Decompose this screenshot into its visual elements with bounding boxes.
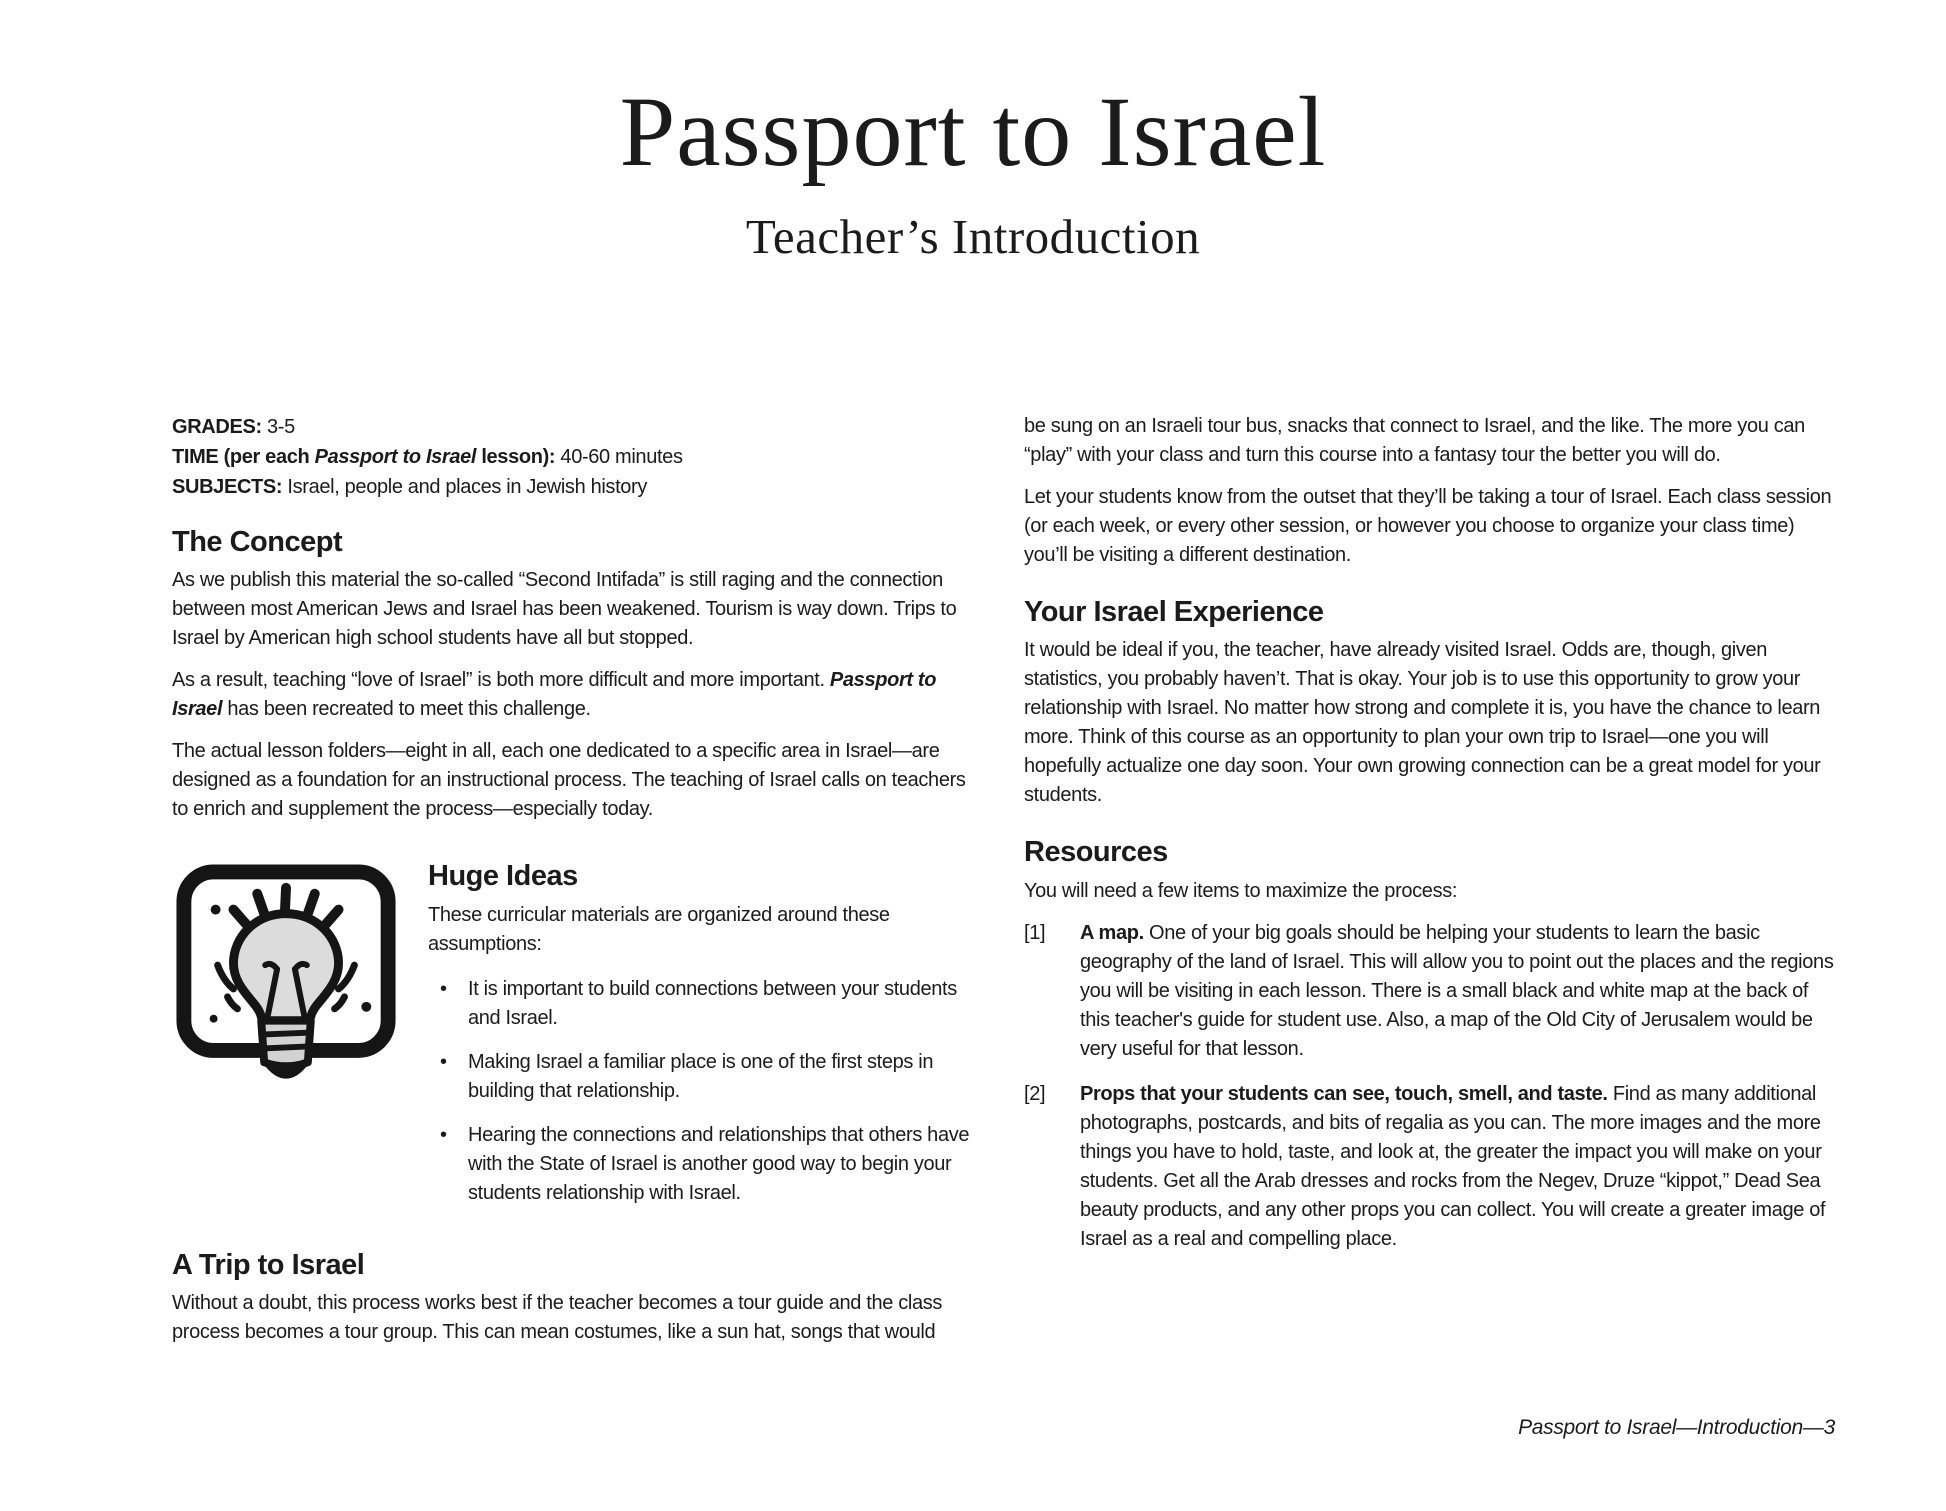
huge-ideas-bullet: • Hearing the connections and relationships that others have with the State of Israel is another good way to begin your students relationship with Israel. — [428, 1121, 986, 1208]
experience-heading: Your Israel Experience — [1024, 595, 1324, 628]
experience-paragraph: It would be ideal if you, the teacher, have already visited Israel. Odds are, though, given statistics, you probably haven’t. That is okay. Your job is to use this opportunity to grow your relationship with Israel. No matter how strong and complete it is, you have the chance to learn more. Think of this course as an opportunity to plan your own trip to Israel—one you will hopefully actualize one day soon. Your own growing connection can be a great model for your students. — [1024, 639, 1821, 807]
meta-time-label: TIME (per each — [172, 445, 315, 468]
concept-paragraph-2-text-end: has been recreated to meet this challenge. — [222, 698, 591, 721]
meta-block — [172, 412, 986, 502]
concept-paragraph-2 — [172, 666, 986, 724]
resource-item-lead: A map. — [1080, 921, 1144, 944]
huge-ideas-bullet: • Making Israel a familiar place is one of the first steps in building that relationship. — [428, 1048, 986, 1106]
huge-ideas-section — [172, 858, 986, 1222]
resources-intro: You will need a few items to maximize the process: — [1024, 879, 1458, 902]
resource-item-text: One of your big goals should be helping your students to learn the basic geography of the land of Israel. This will allow you to point out the places and the regions you will be visiting in each lesson. There is a small black and white map at the back of this teacher's guide for student use. Also, a map of the Old City of Jerusalem would be very useful for that lesson. — [1080, 921, 1834, 1060]
concept-paragraph-2-title-ref: Passport to Israel — [172, 669, 937, 721]
meta-time-value: 40-60 minutes — [560, 445, 683, 468]
lightbulb-icon — [172, 858, 402, 1222]
meta-subjects — [172, 472, 986, 502]
meta-grades-value: 3-5 — [266, 415, 295, 438]
trip-heading: A Trip to Israel — [172, 1248, 365, 1281]
huge-ideas-heading: Huge Ideas — [428, 860, 578, 893]
meta-subjects-value: Israel, people and places in Jewish history — [287, 475, 648, 498]
resource-item-map — [1024, 919, 1838, 1064]
resource-item-lead: Props that your students can see, touch, smell, and taste. — [1080, 1082, 1608, 1105]
meta-subjects-label: SUBJECTS: — [172, 475, 288, 498]
page-footer: Passport to Israel—Introduction—3 — [1518, 1416, 1835, 1439]
resource-item-marker: [2] — [1024, 1082, 1046, 1105]
concept-paragraph-2-text: As a result, teaching “love of Israel” is both more difficult and more important. — [172, 669, 830, 692]
page-title: Passport to Israel — [619, 76, 1327, 187]
meta-time — [172, 442, 986, 472]
tour-announce-paragraph: Let your students know from the outset that they’ll be taking a tour of Israel. Each class session (or each week, or every other session, or however you choose to organize your class time) you’ll be visiting a different destination. — [1024, 485, 1832, 566]
right-column — [1024, 412, 1838, 1347]
content-columns — [0, 412, 1946, 1347]
page-subtitle: Teacher’s Introduction — [745, 209, 1201, 264]
meta-grades-label: GRADES: — [172, 415, 267, 438]
concept-paragraph-1: As we publish this material the so-called “Second Intifada” is still raging and the connection between most American Jews and Israel has been weakened. Tourism is way down. Trips to Israel by American high school students have all but stopped. — [172, 569, 957, 650]
concept-heading: The Concept — [172, 525, 343, 558]
trip-continuation-paragraph: be sung on an Israeli tour bus, snacks that connect to Israel, and the like. The more you can “play” with your class and turn this course into a fantasy tour the better you will do. — [1024, 414, 1805, 466]
meta-time-label-italic: Passport to Israel — [314, 445, 477, 468]
resource-item-text: Find as many additional photographs, postcards, and bits of regalia as you can. The more images and the more things you have to hold, taste, and look at, the greater the impact you will make on your students. Get all the Arab dresses and rocks from the Negev, Druze “kippot,” Dead Sea beauty products, and any other props you can collect. You will create a greater image of Israel as a real and compelling place. — [1080, 1082, 1826, 1250]
resource-item-marker: [1] — [1024, 921, 1046, 944]
left-column — [172, 412, 986, 1347]
concept-paragraph-3: The actual lesson folders—eight in all, each one dedicated to a specific area in Israel—are designed as a foundation for an instructional process. The teaching of Israel calls on teachers to enrich and supplement the process—especially today. — [172, 740, 966, 821]
huge-ideas-bullet-list — [428, 975, 986, 1208]
resources-heading: Resources — [1024, 836, 1168, 869]
huge-ideas-intro: These curricular materials are organized around these assumptions: — [428, 903, 890, 955]
resource-item-props — [1024, 1080, 1838, 1254]
huge-ideas-bullet: • It is important to build connections between your students and Israel. — [428, 975, 986, 1033]
trip-paragraph: Without a doubt, this process works best if the teacher becomes a tour guide and the class process becomes a tour group. This can mean costumes, like a sun hat, songs that would — [172, 1291, 943, 1343]
huge-ideas-text — [428, 858, 986, 1222]
page-header — [0, 0, 1946, 264]
meta-grades — [172, 412, 986, 442]
meta-time-label-2: lesson): — [476, 445, 561, 468]
